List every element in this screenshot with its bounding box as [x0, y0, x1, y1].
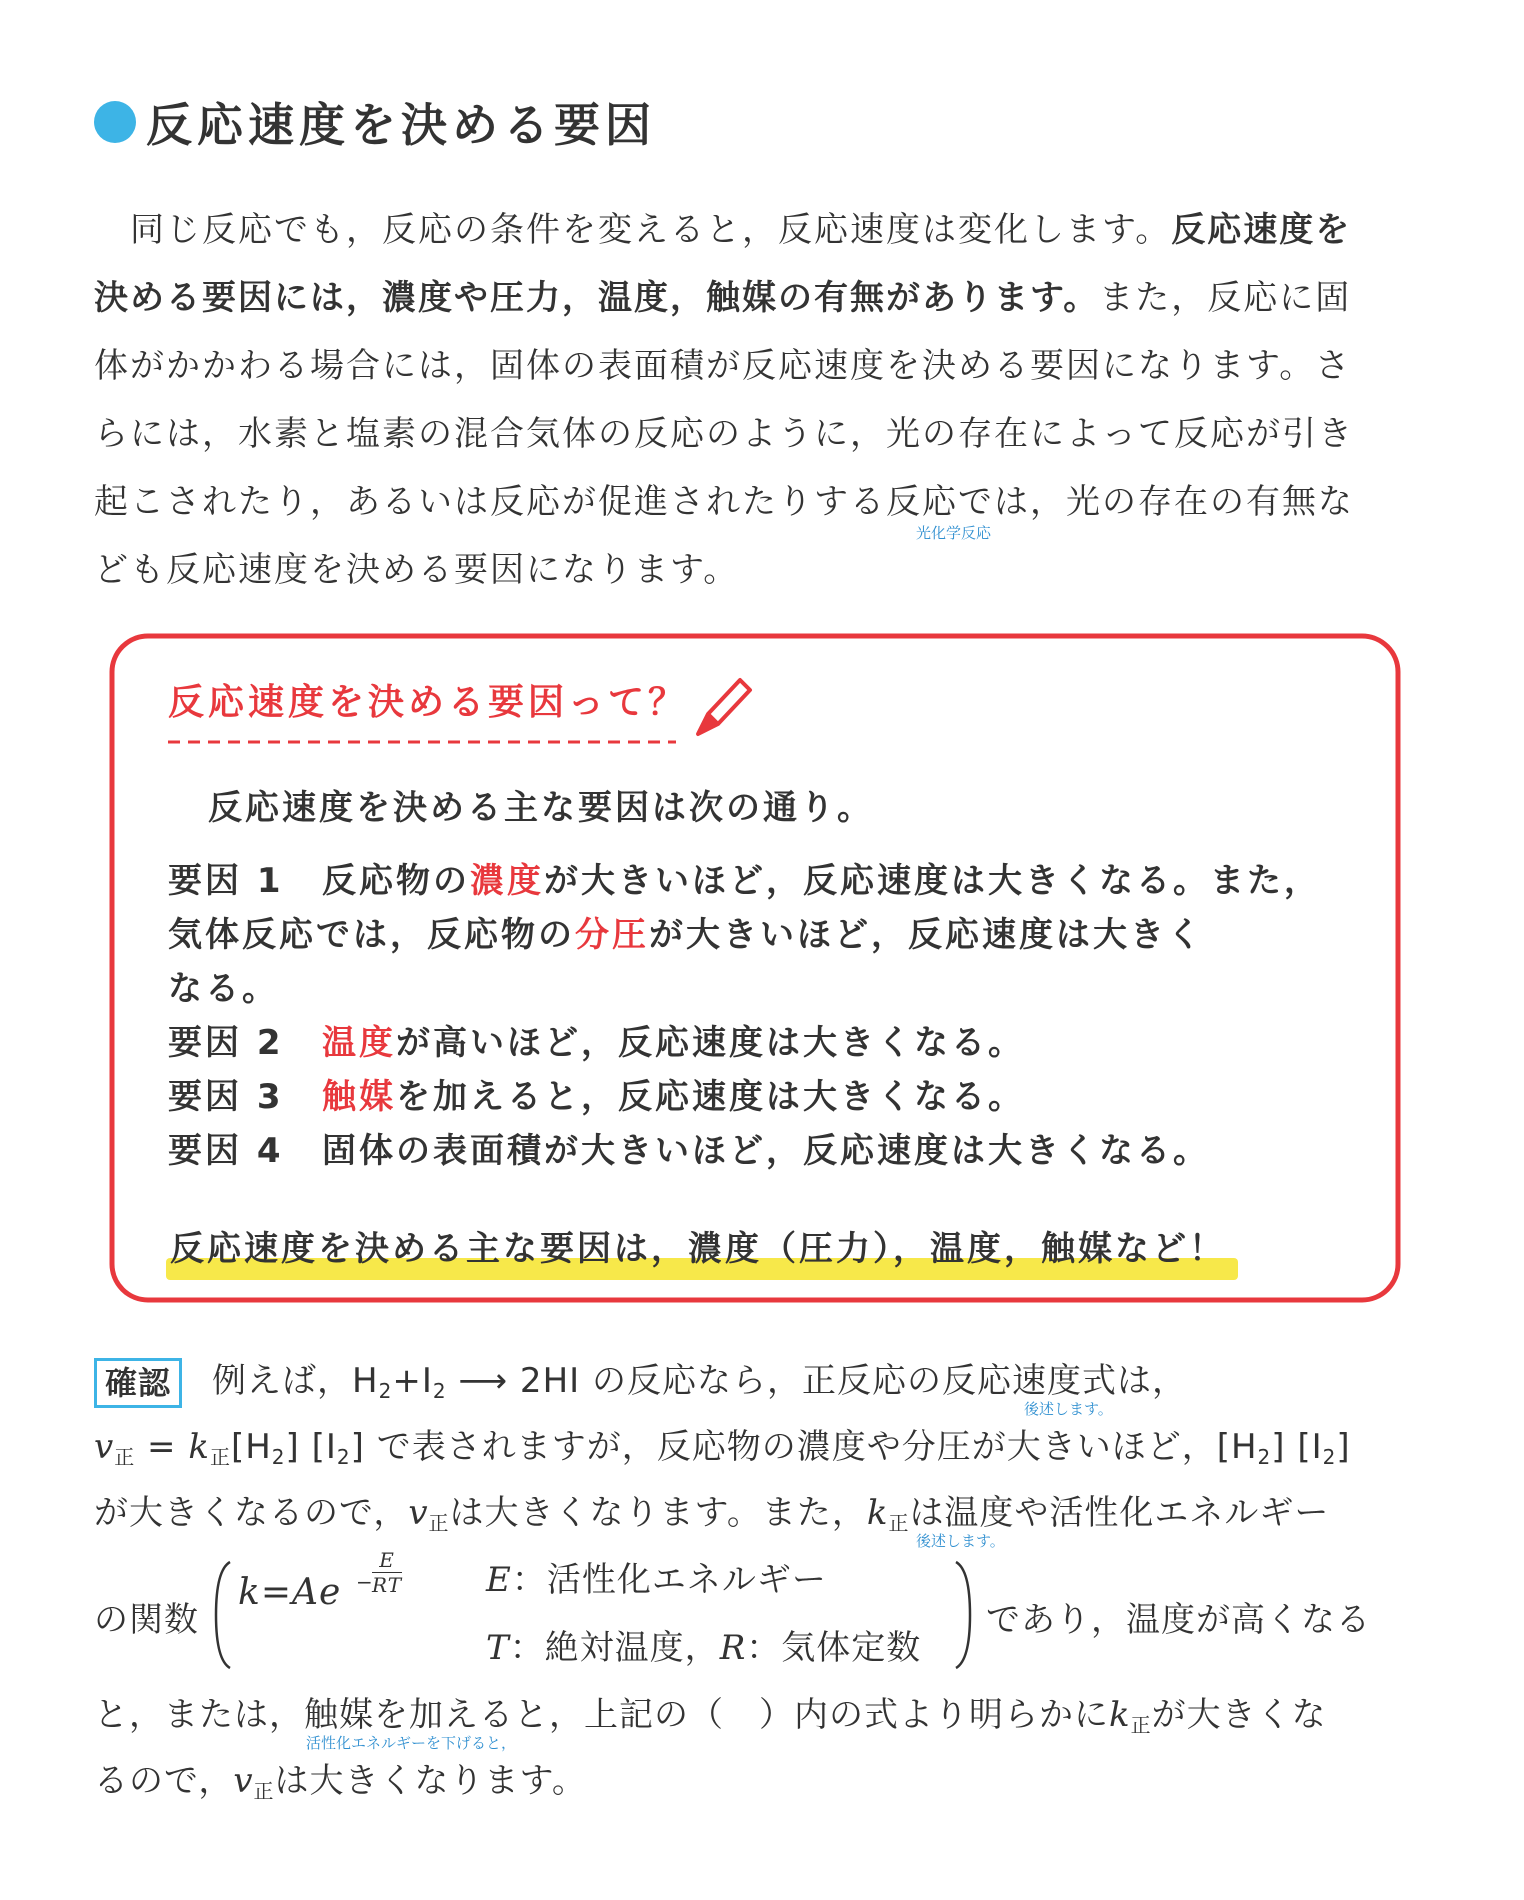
annotation-photochemical: 光化学反応 — [916, 524, 992, 542]
confirm-badge: 確認 — [94, 1358, 182, 1408]
section-heading — [94, 92, 656, 152]
paragraph-line: ども反応速度を決める要因になります。 — [94, 550, 740, 590]
summary-highlight: 反応速度を決める主な要因は，濃度（圧力），温度，触媒など！ — [166, 1224, 1230, 1274]
factor-item: 要因 4 固体の表面積が大きいほど，反応速度は大きくなる。 — [168, 1131, 1210, 1171]
page-title: 反応速度を決める要因 — [146, 98, 656, 152]
confirm-line: と，または，触媒を加えると，上記の（ ）内の式より明らかに$k_正$が大きくな 活性化エネルギーを下げると， — [94, 1695, 1327, 1752]
arrhenius-formula: の関数 k=Ae − E RT E：活性化エネルギー T：絶対温度，R：気体定数 であり，温度が高くなる — [94, 1548, 1371, 1668]
confirm-line: $v_正 = k_正[H_2]$ $[I_2]$ で表されますが，反応物の濃度や分圧が大きいほど，$[H_2]$ $[I_2]$ — [94, 1427, 1351, 1469]
factor-list — [168, 854, 1368, 1178]
bullet-dot-icon — [94, 101, 136, 143]
exponent-fraction: − E RT — [356, 1548, 403, 1597]
paragraph-line: らには，水素と塩素の混合気体の反応のように，光の存在によって反応が引き — [94, 414, 1354, 454]
confirm-line: 確認 例えば，$H_2+I_2$ ⟶ 2HI の反応なら，正反応の反応速度式は， 後述します。 — [94, 1348, 1434, 1414]
paragraph-line: 決める要因には，濃度や圧力，温度，触媒の有無があります。また，反応に固 — [94, 278, 1352, 318]
box-title: 反応速度を決める要因って？ — [168, 682, 689, 723]
confirm-line: るので，$v_正$は大きくなります。 — [94, 1761, 587, 1803]
factor-item-continued: 気体反応では，反応物の分圧が大きいほど，反応速度は大きく — [168, 915, 1204, 955]
key-point-box — [108, 632, 1402, 1304]
paragraph-line: 同じ反応でも，反応の条件を変えると，反応速度は変化します。反応速度を — [130, 210, 1352, 250]
confirm-line: が大きくなるので，$v_正$は大きくなります。また，$k_正$は温度や活性化エネルギー 後述します。 — [94, 1493, 1330, 1550]
factor-item: 要因 2 温度が高いほど，反応速度は大きくなる。 — [168, 1023, 1025, 1063]
intro-paragraph — [94, 196, 1434, 604]
right-paren-icon — [954, 1560, 974, 1670]
paragraph-line: 起こされたり，あるいは反応が促進されたりする反応では，光の存在の有無な 光化学反応 — [94, 482, 1354, 542]
annotation-rate-later: 後述します。 — [1024, 1400, 1113, 1418]
box-intro: 反応速度を決める主な要因は次の通り。 — [208, 788, 874, 828]
confirm-section — [94, 1348, 1434, 1814]
annotation-k-later: 後述します。 — [916, 1532, 1005, 1550]
paragraph-line: 体がかかわる場合には，固体の表面積が反応速度を決める要因になります。さ — [94, 346, 1352, 386]
factor-item: 要因 1 反応物の濃度が大きいほど，反応速度は大きくなる。また， — [168, 861, 1321, 901]
annotation-catalyst: 活性化エネルギーを下げると， — [306, 1734, 517, 1752]
factor-item: 要因 3 触媒を加えると，反応速度は大きくなる。 — [168, 1077, 1025, 1117]
left-paren-icon — [212, 1560, 232, 1670]
factor-item-continued: なる。 — [168, 969, 279, 1009]
pencil-icon — [688, 672, 758, 742]
